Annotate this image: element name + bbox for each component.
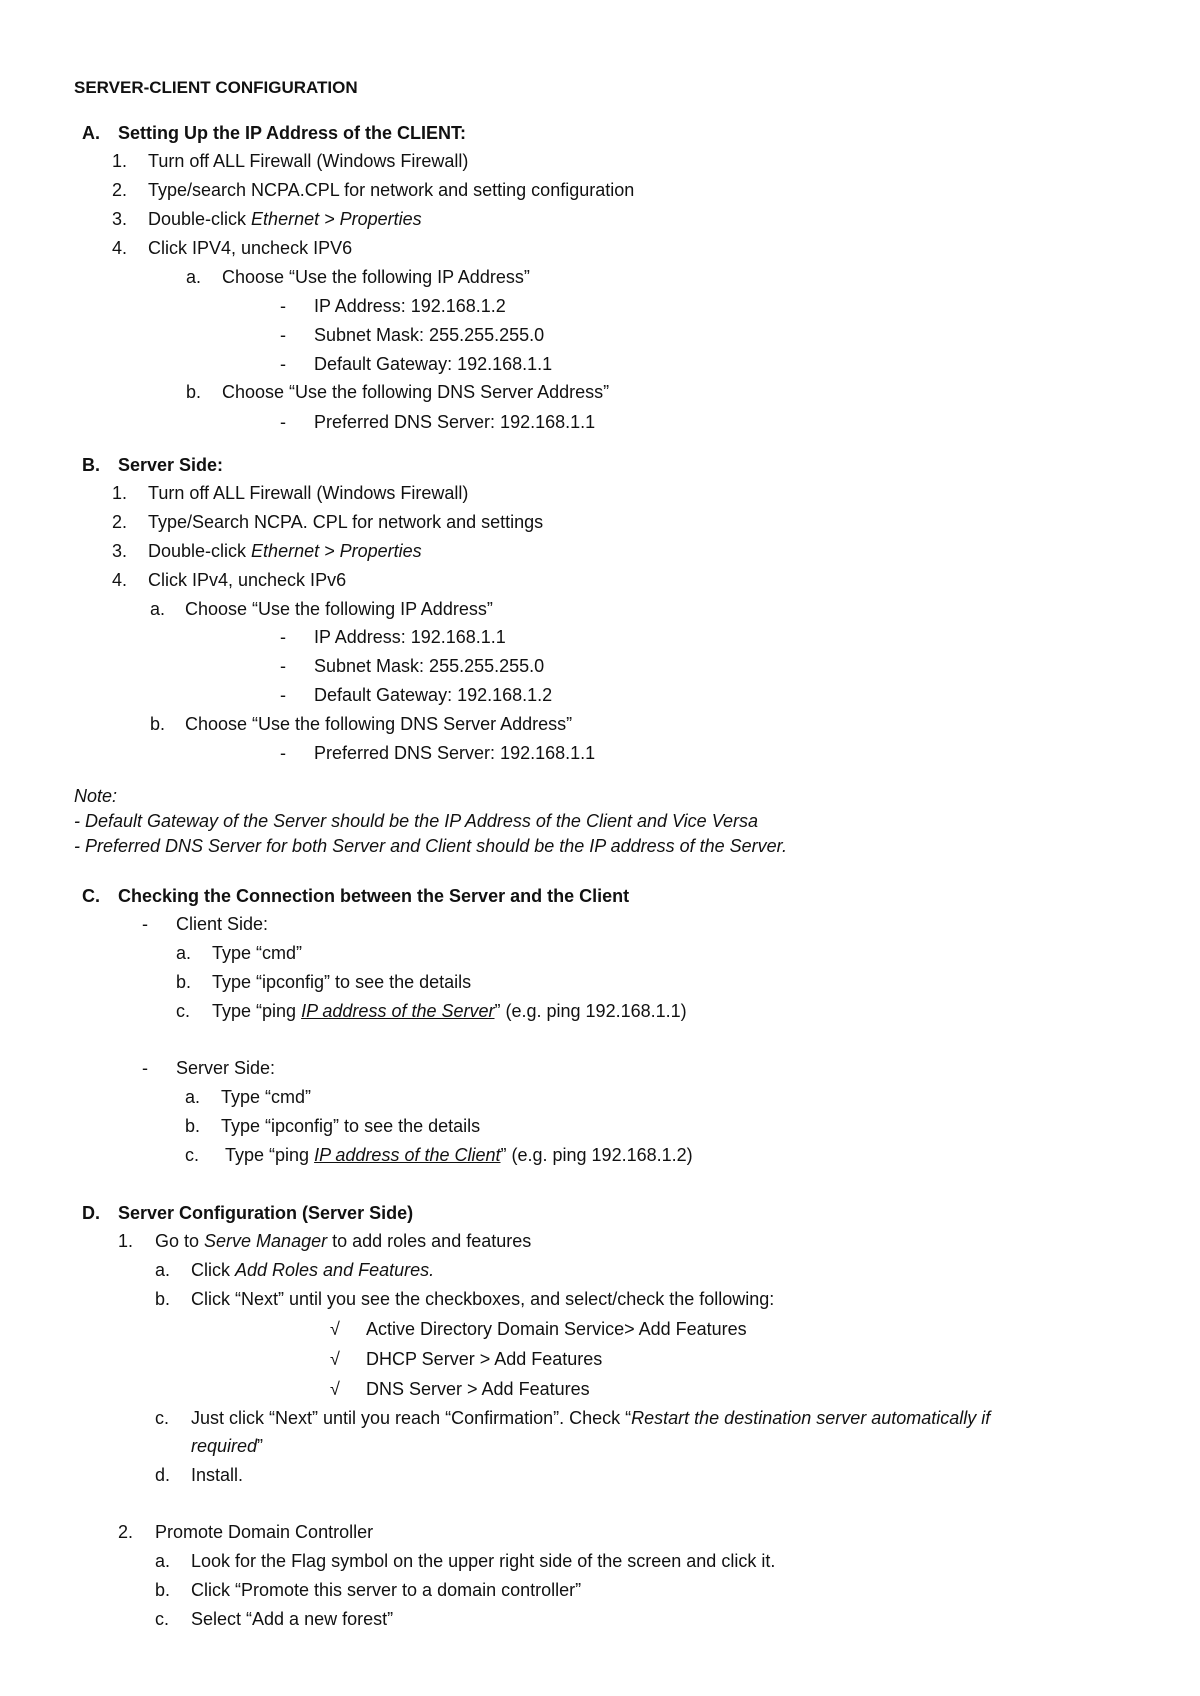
- substep-text: [225, 1144, 693, 1166]
- step-text: [155, 1230, 531, 1252]
- step-text-italic: Ethernet > Properties: [251, 541, 422, 561]
- substep-marker: c.: [176, 1001, 191, 1021]
- substep-marker: d.: [155, 1465, 171, 1485]
- step-marker: 2.: [112, 512, 128, 532]
- substep-text: Type “cmd”: [221, 1087, 312, 1107]
- dash-bullet: -: [280, 412, 286, 432]
- text-plain: ” (e.g. ping 192.168.1.2): [500, 1145, 693, 1165]
- substep-text: Choose “Use the following IP Address”: [222, 267, 530, 287]
- text-italic-underlined: IP address of the Server: [301, 1001, 495, 1021]
- step-text-plain: Double-click: [148, 209, 252, 229]
- step-text: [148, 208, 422, 230]
- step-text-italic: Ethernet > Properties: [251, 209, 422, 229]
- substep-text: [212, 1000, 687, 1022]
- substep-text: Type “ipconfig” to see the details: [212, 972, 472, 992]
- text-italic: required: [191, 1436, 258, 1456]
- step-marker: 1.: [118, 1231, 134, 1251]
- dash-bullet: -: [280, 656, 286, 676]
- substep-text: [191, 1407, 990, 1429]
- dash-bullet: -: [280, 296, 286, 316]
- substep-marker: c.: [185, 1145, 200, 1165]
- step-text: Click IPV4, uncheck IPV6: [148, 238, 353, 258]
- step-marker: 1.: [112, 151, 128, 171]
- substep-text: Choose “Use the following IP Address”: [185, 599, 493, 619]
- substep-marker: a.: [176, 943, 192, 963]
- step-marker: 2.: [118, 1522, 134, 1542]
- substep-marker: a.: [185, 1087, 201, 1107]
- checked-item: DNS Server > Add Features: [366, 1379, 590, 1399]
- note-line: - Default Gateway of the Server should be the IP Address of the Client and Vice Versa: [74, 811, 759, 831]
- text-plain: ” (e.g. ping 192.168.1.1): [494, 1001, 687, 1021]
- substep-text: Type “ipconfig” to see the details: [221, 1116, 481, 1136]
- detail-text: IP Address: 192.168.1.1: [314, 627, 506, 647]
- note-label: Note:: [74, 786, 118, 806]
- step-marker: 1.: [112, 483, 128, 503]
- detail-text: Subnet Mask: 255.255.255.0: [314, 656, 545, 676]
- dash-bullet: -: [142, 914, 148, 934]
- subheading-client: Client Side:: [176, 914, 269, 934]
- substep-marker: a.: [150, 599, 166, 619]
- substep-marker: b.: [150, 714, 166, 734]
- dash-bullet: -: [280, 354, 286, 374]
- checked-item: Active Directory Domain Service> Add Features: [366, 1319, 747, 1339]
- step-text: Promote Domain Controller: [155, 1522, 374, 1542]
- detail-text: Preferred DNS Server: 192.168.1.1: [314, 743, 596, 763]
- text-plain: Just click “Next” until you reach “Confirmation”. Check “: [191, 1408, 632, 1428]
- section-c-heading: Checking the Connection between the Server and the Client: [118, 886, 630, 906]
- substep-text: Look for the Flag symbol on the upper right side of the screen and click it.: [191, 1551, 776, 1571]
- text-plain: ”: [257, 1436, 264, 1456]
- substep-text-continued: [191, 1435, 263, 1457]
- substep-text: Select “Add a new forest”: [191, 1609, 394, 1629]
- text-plain: Click: [191, 1260, 235, 1280]
- substep-marker: b.: [155, 1289, 171, 1309]
- dash-bullet: -: [280, 743, 286, 763]
- step-marker: 4.: [112, 570, 128, 590]
- checked-item: DHCP Server > Add Features: [366, 1349, 603, 1369]
- substep-text: Choose “Use the following DNS Server Address”: [222, 382, 610, 402]
- substep-marker: b.: [176, 972, 192, 992]
- dash-bullet: -: [280, 627, 286, 647]
- checkmark-icon: √: [330, 1379, 340, 1399]
- section-a-marker: A.: [82, 123, 100, 143]
- step-marker: 4.: [112, 238, 128, 258]
- substep-marker: c.: [155, 1609, 170, 1629]
- text-italic-underlined: IP address of the Client: [314, 1145, 501, 1165]
- dash-bullet: -: [280, 325, 286, 345]
- text-plain: to add roles and features: [327, 1231, 532, 1251]
- step-text: Turn off ALL Firewall (Windows Firewall): [148, 483, 469, 503]
- text-plain: Type “ping: [212, 1001, 302, 1021]
- step-text: [148, 540, 422, 562]
- detail-text: Default Gateway: 192.168.1.1: [314, 354, 553, 374]
- step-marker: 3.: [112, 541, 128, 561]
- substep-marker: b.: [155, 1580, 171, 1600]
- substep-marker: a.: [186, 267, 202, 287]
- substep-marker: b.: [185, 1116, 201, 1136]
- subheading-server: Server Side:: [176, 1058, 276, 1078]
- substep-marker: c.: [155, 1408, 170, 1428]
- step-marker: 3.: [112, 209, 128, 229]
- step-marker: 2.: [112, 180, 128, 200]
- text-italic: Restart the destination server automatically if: [631, 1408, 991, 1428]
- step-text: Turn off ALL Firewall (Windows Firewall): [148, 151, 469, 171]
- text-plain: Go to: [155, 1231, 205, 1251]
- dash-bullet: -: [280, 685, 286, 705]
- note-line: - Preferred DNS Server for both Server and Client should be the IP address of the Server.: [74, 836, 788, 856]
- substep-text: Type “cmd”: [212, 943, 303, 963]
- step-text-plain: Double-click: [148, 541, 252, 561]
- checkmark-icon: √: [330, 1319, 340, 1339]
- substep-marker: b.: [186, 382, 202, 402]
- substep-text: Install.: [191, 1465, 244, 1485]
- substep-text: Click “Next” until you see the checkboxes, and select/check the following:: [191, 1289, 775, 1309]
- section-a-heading: Setting Up the IP Address of the CLIENT:: [118, 123, 467, 143]
- substep-marker: a.: [155, 1260, 171, 1280]
- detail-text: Preferred DNS Server: 192.168.1.1: [314, 412, 596, 432]
- text-plain: Type “ping: [225, 1145, 315, 1165]
- step-text: Click IPv4, uncheck IPv6: [148, 570, 347, 590]
- dash-bullet: -: [142, 1058, 148, 1078]
- section-b-heading: Server Side:: [118, 455, 224, 475]
- substep-text: Click “Promote this server to a domain controller”: [191, 1580, 582, 1600]
- text-italic: Add Roles and Features.: [235, 1260, 435, 1280]
- page-title: SERVER-CLIENT CONFIGURATION: [74, 78, 358, 97]
- text-italic: Serve Manager: [204, 1231, 328, 1251]
- section-d-marker: D.: [82, 1203, 100, 1223]
- step-text: Type/Search NCPA. CPL for network and settings: [148, 512, 544, 532]
- detail-text: Subnet Mask: 255.255.255.0: [314, 325, 545, 345]
- substep-text: [191, 1259, 434, 1281]
- detail-text: IP Address: 192.168.1.2: [314, 296, 506, 316]
- section-d-heading: Server Configuration (Server Side): [118, 1203, 414, 1223]
- section-c-marker: C.: [82, 886, 100, 906]
- section-b-marker: B.: [82, 455, 100, 475]
- substep-marker: a.: [155, 1551, 171, 1571]
- checkmark-icon: √: [330, 1349, 340, 1369]
- step-text: Type/search NCPA.CPL for network and setting configuration: [148, 180, 635, 200]
- substep-text: Choose “Use the following DNS Server Address”: [185, 714, 573, 734]
- detail-text: Default Gateway: 192.168.1.2: [314, 685, 553, 705]
